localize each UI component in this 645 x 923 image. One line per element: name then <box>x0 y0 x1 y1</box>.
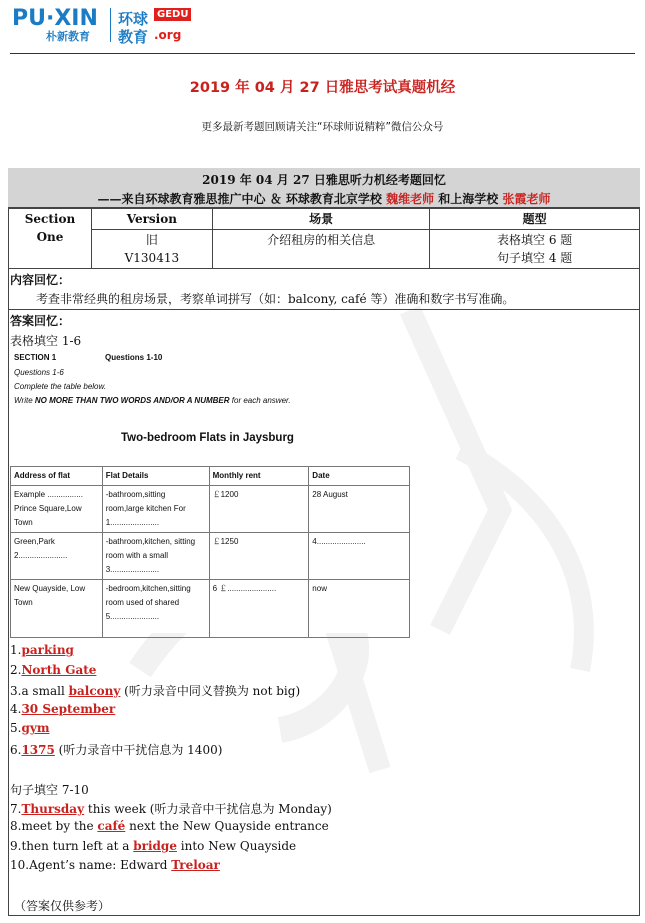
recall-heading <box>8 168 640 208</box>
answer-prefix: 9.then turn left at a <box>10 839 134 853</box>
version-header: Version <box>91 209 212 230</box>
answer-8 <box>10 819 329 833</box>
answer-prefix: 5. <box>10 721 22 735</box>
row1-date: 28 August <box>309 486 410 533</box>
row3-details: -bedroom,kitchen,sitting room used of shared 5...................... <box>102 580 209 638</box>
q-instr-post: for each answer. <box>229 396 291 405</box>
section-cell <box>9 209 92 269</box>
answer-prefix: 6. <box>10 743 22 757</box>
scene-value: 介绍租房的相关信息 <box>212 230 430 269</box>
answer-5 <box>10 721 50 735</box>
section-value: One <box>36 230 64 244</box>
recall-heading-line2 <box>8 190 640 207</box>
col-date: Date <box>309 467 410 486</box>
logo-divider <box>110 8 111 42</box>
q-sub-label: Questions 1-6 <box>14 368 64 377</box>
answer-key: North Gate <box>21 663 97 677</box>
answer-prefix: 7. <box>10 802 22 816</box>
row3-rent: 6 ￡...................... <box>209 580 309 638</box>
answer-prefix: 1. <box>10 643 22 657</box>
q-section-label: SECTION 1 <box>14 353 57 362</box>
row1-details: -bathroom,sitting room,large kitchen For 1...................... <box>102 486 209 533</box>
answer-6 <box>10 741 222 758</box>
recall-source-mid: 和上海学校 <box>438 192 499 206</box>
recall-heading-line1: 2019 年 04 月 27 日雅思听力机经考题回忆 <box>202 173 446 187</box>
global-edu-logo-text: 环球 <box>118 10 149 28</box>
row3-date: now <box>309 580 410 638</box>
answer-prefix: 3.a small <box>10 684 69 698</box>
q-instr-pre: Write <box>14 396 35 405</box>
answer-2 <box>10 663 96 677</box>
answer-suffix: next the New Quayside entrance <box>125 819 329 833</box>
answer-suffix: this week (听力录音中干扰信息为 Monday) <box>84 802 332 816</box>
section-divider <box>8 309 640 310</box>
info-table <box>8 208 640 269</box>
answer-10 <box>10 858 220 872</box>
answer-suffix: (听力录音中同义替换为 not big) <box>120 684 301 698</box>
answer-prefix: 8.meet by the <box>10 819 98 833</box>
answer-suffix: into New Quayside <box>176 839 297 853</box>
answer-prefix: 10.Agent’s name: Edward <box>10 858 172 872</box>
answer-key: 1375 <box>21 743 55 757</box>
flats-table <box>10 466 410 638</box>
answer-9 <box>10 839 296 853</box>
answer-key: café <box>97 819 126 833</box>
answer-prefix: 4. <box>10 702 22 716</box>
teacher-shanghai: 张霞老师 <box>502 192 551 206</box>
document-title: 2019 年 04 月 27 日雅思考试真题机经 <box>189 80 456 96</box>
answer-key: Treloar <box>171 858 220 872</box>
part2-label: 句子填空 7-10 <box>10 783 89 797</box>
type-value <box>430 230 640 269</box>
q-table-title: Two-bedroom Flats in Jaysburg <box>121 432 294 444</box>
answer-key: gym <box>21 721 50 735</box>
content-recall-text: 考查非常经典的租房场景，考察单词拼写（如：balcony, café 等）准确和数字书写准确。 <box>36 292 515 306</box>
org-suffix: .org <box>154 28 182 42</box>
answer-recall-label: 答案回忆： <box>10 314 71 328</box>
answer-7 <box>10 800 332 817</box>
row2-rent: ￡1250 <box>209 533 309 580</box>
row1-rent: ￡1200 <box>209 486 309 533</box>
q-instruction-2 <box>14 396 291 405</box>
answer-key: Thursday <box>21 802 85 816</box>
row2-address: Green,Park 2...................... <box>11 533 103 580</box>
q-instr-bold: NO MORE THAN TWO WORDS AND/OR A NUMBER <box>34 396 230 405</box>
col-address: Address of flat <box>11 467 103 486</box>
part1-label: 表格填空 1-6 <box>10 334 82 348</box>
teacher-beijing: 魏维老师 <box>386 192 435 206</box>
version-value <box>91 230 212 269</box>
row2-details: -bathroom,kitchen, sitting room with a small 3...................... <box>102 533 209 580</box>
reference-note: （答案仅供参考） <box>14 899 111 913</box>
q-questions-label: Questions 1-10 <box>105 353 163 362</box>
answer-key: balcony <box>68 684 121 698</box>
answer-3 <box>10 682 300 699</box>
header-rule <box>10 53 635 54</box>
row1-address: Example ................ Prince Square,Low Town <box>11 486 103 533</box>
answer-key: parking <box>21 643 74 657</box>
version-old: 旧 <box>145 233 158 247</box>
answer-1 <box>10 643 74 657</box>
answer-key: 30 September <box>21 702 116 716</box>
row2-date: 4...................... <box>309 533 410 580</box>
row3-address: New Quayside, Low Town <box>11 580 103 638</box>
answer-4 <box>10 702 115 716</box>
answer-suffix: (听力录音中干扰信息为 1400) <box>54 743 223 757</box>
gedu-badge: GEDU <box>154 8 191 21</box>
puxin-logo-text: PU·XIN <box>12 6 98 31</box>
answer-key: bridge <box>133 839 177 853</box>
version-code: V130413 <box>124 251 180 265</box>
puxin-logo-subtext: 朴新教育 <box>46 30 90 43</box>
col-rent: Monthly rent <box>209 467 309 486</box>
document-subtitle: 更多最新考题回顾请关注“环球师说精粹”微信公众号 <box>201 121 444 133</box>
type-table-fill: 表格填空 6 题 <box>497 233 573 247</box>
scene-header: 场景 <box>212 209 430 230</box>
section-header: Section <box>24 212 76 226</box>
question-image <box>10 348 415 633</box>
col-details: Flat Details <box>102 467 209 486</box>
content-recall-label: 内容回忆： <box>10 273 71 287</box>
global-edu-logo-text-2: 教育 <box>118 28 149 46</box>
type-sentence-fill: 句子填空 4 题 <box>497 251 573 265</box>
type-header: 题型 <box>430 209 640 230</box>
answer-prefix: 2. <box>10 663 22 677</box>
recall-source: ——来自环球教育雅思推广中心 ＆ 环球教育北京学校 <box>97 192 382 206</box>
q-instruction-1: Complete the table below. <box>14 382 107 391</box>
